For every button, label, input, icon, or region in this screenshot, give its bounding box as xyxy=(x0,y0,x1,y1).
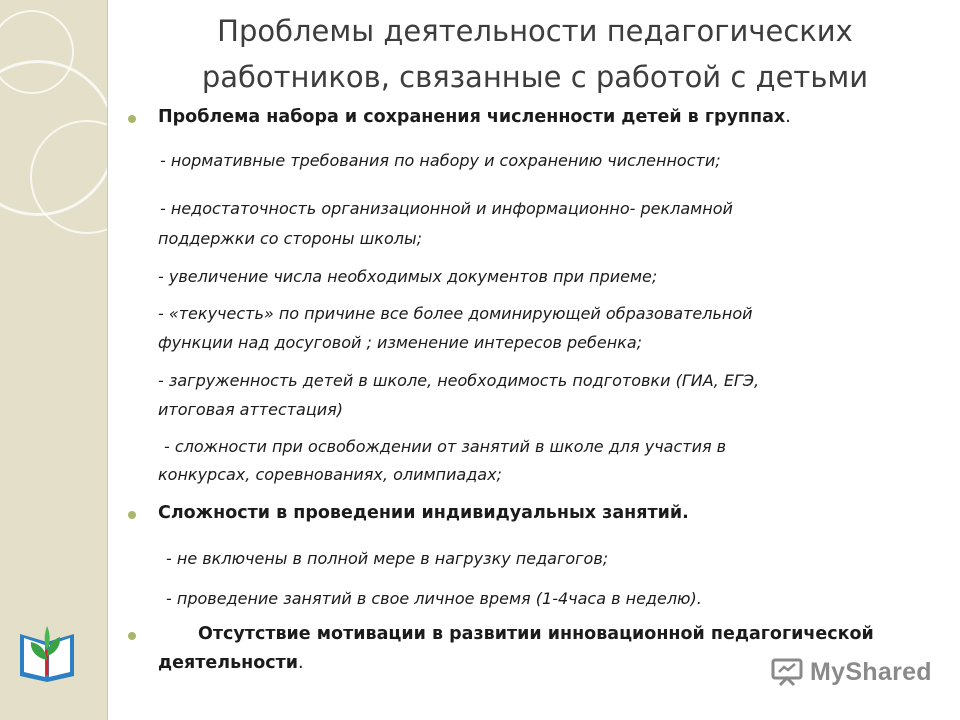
list-item: - нормативные требования по набору и сохранению численности; xyxy=(160,151,721,170)
list-item: функции над досуговой ; изменение интересов ребенка; xyxy=(158,333,643,352)
bullet-marker xyxy=(128,632,136,640)
list-item: - сложности при освобождении от занятий в школе для участия в xyxy=(164,437,727,456)
list-item: - проведение занятий в свое личное время (1-4часа в неделю). xyxy=(166,589,702,608)
section-heading: Сложности в проведении индивидуальных занятий. xyxy=(158,503,689,523)
list-item: - загруженность детей в школе, необходимость подготовки (ГИА, ЕГЭ, xyxy=(158,371,760,390)
list-item: - недостаточность организационной и информационно- рекламной xyxy=(160,199,733,218)
title-line: Проблемы деятельности педагогических xyxy=(217,14,853,48)
section-heading xyxy=(158,104,791,130)
list-item: - «текучесть» по причине все более доминирующей образовательной xyxy=(158,304,753,323)
list-item: - не включены в полной мере в нагрузку педагогов; xyxy=(166,549,609,568)
list-item: поддержки со стороны школы; xyxy=(158,229,422,248)
open-book-sprout-logo xyxy=(14,620,80,684)
list-item: - увеличение числа необходимых документов при приеме; xyxy=(158,267,658,286)
bullet-marker xyxy=(128,115,136,123)
watermark-text: MyShared xyxy=(810,657,932,686)
heading-period: . xyxy=(298,653,304,673)
section-heading-text: деятельности xyxy=(158,653,299,673)
decorative-sidebar xyxy=(0,0,108,720)
heading-period: . xyxy=(785,107,791,127)
slide-title xyxy=(140,8,930,100)
section-heading xyxy=(158,650,304,676)
list-item: итоговая аттестация) xyxy=(158,400,344,419)
presentation-screen-icon xyxy=(770,657,804,687)
bullet-marker xyxy=(128,511,136,519)
section-heading-text: Проблема набора и сохранения численности детей в группах xyxy=(158,107,786,127)
list-item: конкурсах, соревнованиях, олимпиадах; xyxy=(158,465,502,484)
section-heading: Отсутствие мотивации в развитии инновационной педагогической xyxy=(198,624,874,644)
title-line: работников, связанные с работой с детьми xyxy=(201,60,869,94)
watermark xyxy=(770,655,932,689)
